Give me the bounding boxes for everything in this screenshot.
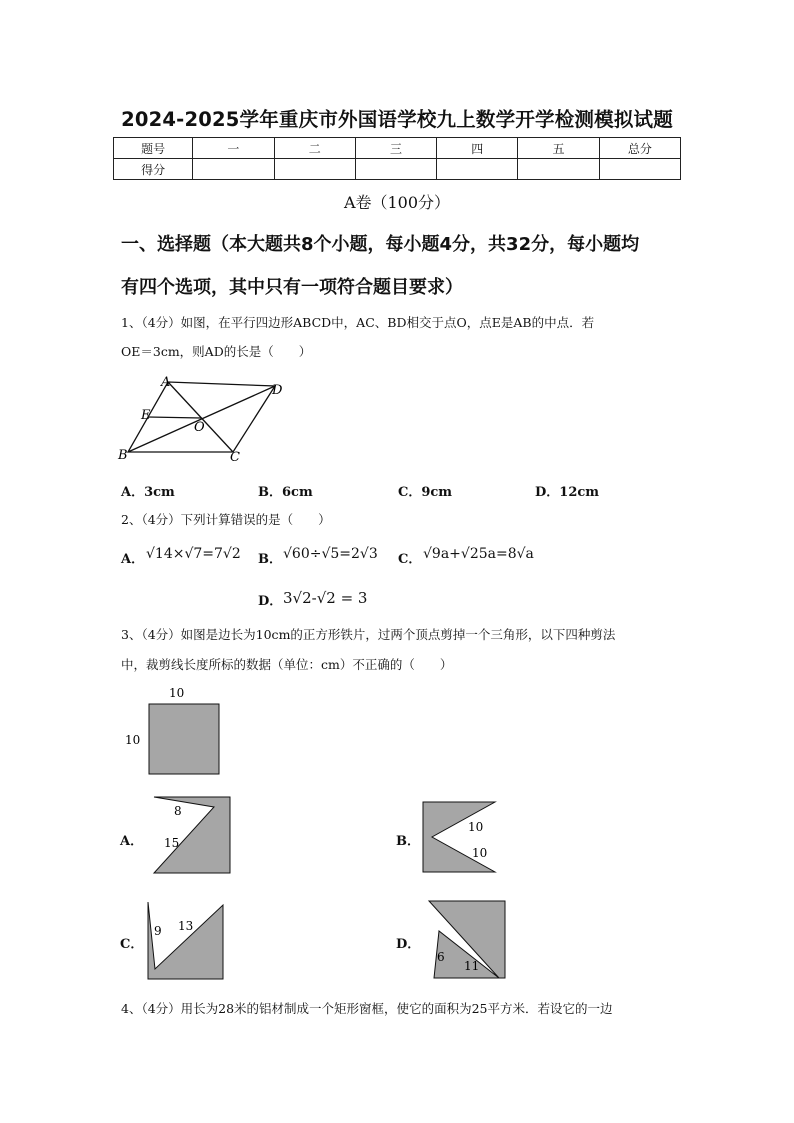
q1-option-d[interactable]: D．12cm	[535, 485, 600, 500]
q1-stem-line1: 1、（4分）如图，在平行四边形ABCD中，AC、BD相交于点O，点E是AB的中点．若	[121, 315, 595, 330]
label-o: O	[194, 420, 205, 435]
score-cell	[355, 159, 436, 180]
q3-stem-line1: 3、（4分）如图是边长为10cm的正方形铁片，过两个顶点剪掉一个三角形，以下四种剪法	[121, 627, 616, 642]
label-c: C	[230, 450, 240, 464]
score-header-cell: 三	[355, 138, 436, 159]
q1-parallelogram-figure	[112, 372, 297, 464]
b-cut-length-1: 10	[468, 820, 484, 834]
score-header-cell: 总分	[599, 138, 680, 159]
q3-option-b-figure	[420, 799, 500, 877]
score-cell	[193, 159, 274, 180]
q1-option-a[interactable]: A．3cm	[121, 485, 175, 500]
q2-stem: 2、（4分）下列计算错误的是（ ）	[121, 512, 331, 527]
score-table	[113, 137, 681, 180]
part1-heading-line2: 有四个选项，其中只有一项符合题目要求）	[121, 277, 463, 298]
q3-option-c-label[interactable]: C．	[120, 937, 144, 952]
d-cut-length-2: 11	[464, 959, 480, 973]
q4-stem-line1: 4、（4分）用长为28米的铝材制成一个矩形窗框，使它的面积为25平方米．若设它的一边	[121, 1001, 613, 1016]
square-top-length: 10	[169, 686, 185, 700]
q1-option-b[interactable]: B．6cm	[258, 485, 313, 500]
q2-option-d-expr: 3√2-√2 = 3	[283, 589, 368, 607]
label-d: D	[272, 383, 283, 398]
q3-option-d-figure	[425, 898, 509, 982]
a-cut-length-2: 15	[164, 836, 180, 850]
score-header-cell: 五	[518, 138, 599, 159]
q3-stem-line2: 中，裁剪线长度所标的数据（单位：cm）不正确的（ ）	[121, 657, 453, 672]
score-header-cell: 四	[437, 138, 518, 159]
q3-square-figure	[120, 684, 230, 780]
exam-title: 2024-2025学年重庆市外国语学校九上数学开学检测模拟试题	[121, 108, 673, 131]
label-b: B	[118, 448, 128, 463]
square-sheet	[149, 704, 219, 774]
d-cut-length-1: 6	[437, 950, 445, 964]
q3-option-c-figure	[145, 899, 227, 983]
b-cut-length-2: 10	[472, 846, 488, 860]
section-a-heading: A卷（100分）	[343, 193, 451, 212]
q1-stem-line2: OE＝3cm，则AD的长是（ ）	[121, 344, 312, 359]
q2-option-c-expr: √9a+√25a=8√a	[423, 546, 534, 562]
q2-option-b-expr: √60÷√5=2√3	[283, 546, 378, 562]
q2-option-a-label[interactable]: A．	[121, 552, 145, 567]
part1-heading-line1: 一、选择题（本大题共8个小题，每小题4分，共32分，每小题均	[121, 234, 640, 255]
cut-shape-b	[423, 802, 495, 872]
q2-option-c-label[interactable]: C．	[398, 552, 422, 567]
q3-option-a-label[interactable]: A．	[120, 834, 144, 849]
q3-option-d-label[interactable]: D．	[396, 937, 421, 952]
square-left-length: 10	[125, 733, 141, 747]
score-row-label: 得分	[114, 159, 193, 180]
cut-shape-a	[154, 797, 230, 873]
score-header-cell: 一	[193, 138, 274, 159]
score-cell	[274, 159, 355, 180]
score-cell	[599, 159, 680, 180]
cut-shape-c	[148, 902, 223, 979]
segment-eo	[148, 417, 201, 418]
score-header-cell: 二	[274, 138, 355, 159]
c-cut-length-1: 9	[154, 924, 162, 938]
q1-option-c[interactable]: C．9cm	[398, 485, 453, 500]
score-header-cell: 题号	[114, 138, 193, 159]
q3-option-a-figure	[150, 794, 235, 876]
label-e: E	[141, 408, 151, 423]
q2-option-d-label[interactable]: D．	[258, 594, 283, 609]
score-cell	[437, 159, 518, 180]
c-cut-length-2: 13	[178, 919, 194, 933]
q3-option-b-label[interactable]: B．	[396, 834, 420, 849]
a-cut-length-1: 8	[174, 804, 182, 818]
score-cell	[518, 159, 599, 180]
label-a: A	[161, 375, 171, 390]
q2-option-a-expr: √14×√7=7√2	[146, 546, 241, 562]
q2-option-b-label[interactable]: B．	[258, 552, 282, 567]
